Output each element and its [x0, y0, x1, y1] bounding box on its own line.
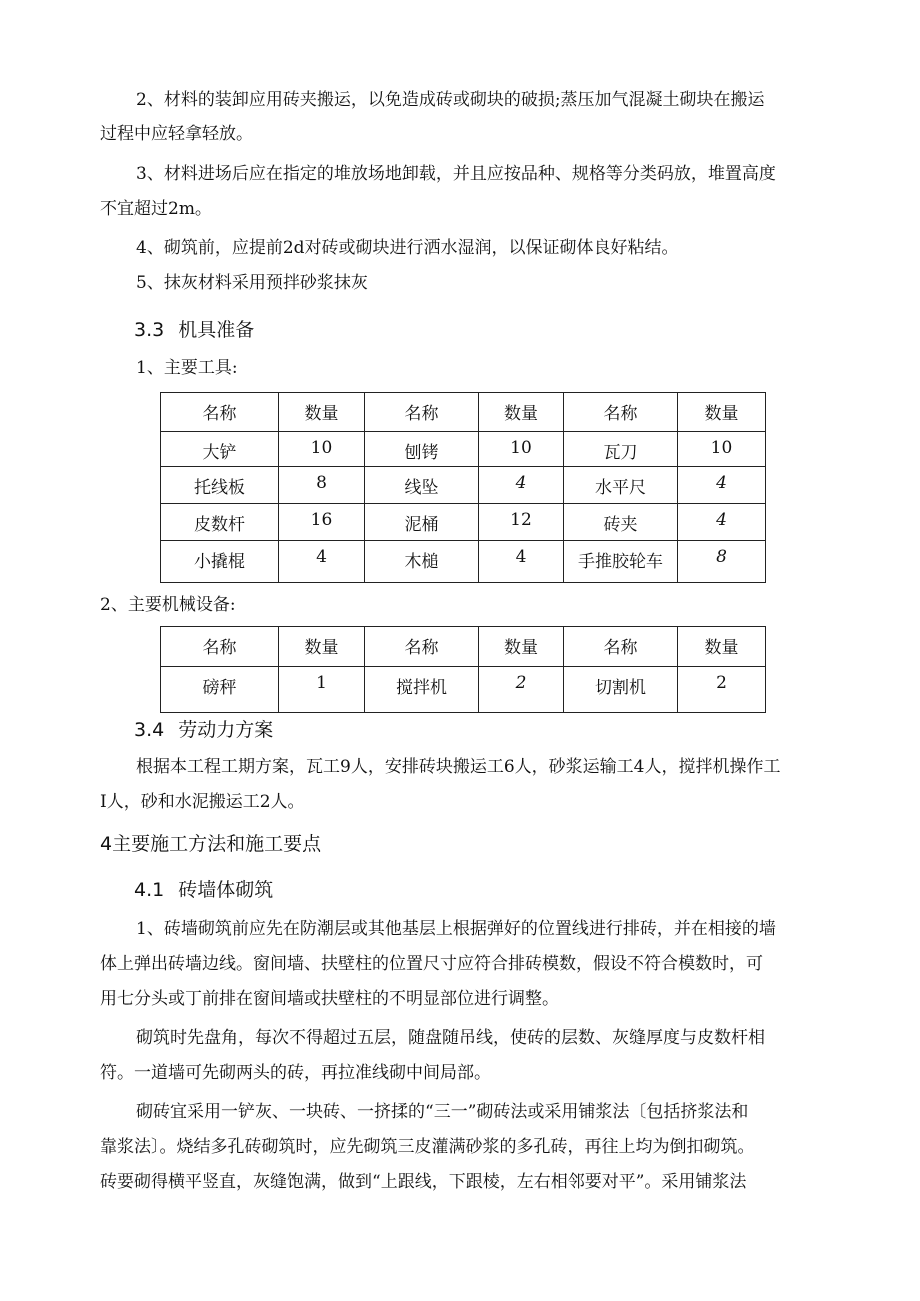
table-cell: 大铲 [161, 432, 279, 467]
masonry-p3-line-3: 砖要砌得横平竖直，灰缝饱满，做到“上跟线，下跟棱，左右相邻要对平”。采用铺浆法 [100, 1172, 747, 1192]
masonry-p2-line-1: 砌筑时先盘角，每次不得超过五层，随盘随吊线，使砖的层数、灰缝厚度与皮数杆相 [136, 1028, 765, 1048]
section-title: 机具准备 [178, 319, 255, 341]
table-cell: 12 [479, 504, 564, 541]
table-cell: 小撬棍 [161, 541, 279, 583]
section-4-1-heading [134, 878, 273, 902]
equipment-label: 2、主要机械设备: [100, 595, 236, 615]
header-cell: 名称 [161, 627, 279, 667]
table-cell: 16 [279, 504, 365, 541]
labor-paragraph-line-1: 根据本工程工期方案，瓦工9人，安排砖块搬运工6人，砂浆运输工4人，搅拌机操作工 [136, 757, 781, 777]
table-cell: 水平尺 [564, 467, 678, 504]
table-cell: 线坠 [365, 467, 479, 504]
table-cell: 10 [678, 432, 766, 467]
table-row [161, 541, 766, 583]
header-cell: 数量 [479, 627, 564, 667]
tools-label: 1、主要工具: [136, 358, 238, 378]
header-cell: 数量 [279, 627, 365, 667]
table-header-row [161, 393, 766, 432]
material-item-3-line-2: 不宜超过2m。 [100, 199, 212, 219]
table-cell: 8 [678, 541, 766, 583]
header-cell: 名称 [365, 627, 479, 667]
material-item-3-line-1: 3、材料进场后应在指定的堆放场地卸载，并且应按品种、规格等分类码放，堆置高度 [136, 164, 776, 184]
table-cell: 4 [678, 504, 766, 541]
table-cell: 搅拌机 [365, 667, 479, 713]
header-cell: 数量 [678, 627, 766, 667]
labor-paragraph-line-2: I人，砂和水泥搬运工2人。 [100, 792, 305, 812]
section-3-3-heading [134, 318, 254, 342]
table-cell: 泥桶 [365, 504, 479, 541]
table-cell: 10 [479, 432, 564, 467]
table-cell: 8 [279, 467, 365, 504]
table-cell: 托线板 [161, 467, 279, 504]
table-row [161, 432, 766, 467]
masonry-p1-line-2: 体上弹出砖墙边线。窗间墙、扶壁柱的位置尺寸应符合排砖模数，假设不符合模数时，可 [100, 954, 763, 974]
table-cell: 砖夹 [564, 504, 678, 541]
section-number: 4.1 [134, 879, 165, 901]
masonry-p1-line-1: 1、砖墙砌筑前应先在防潮层或其他基层上根据弹好的位置线进行排砖，并在相接的墙 [136, 919, 776, 939]
masonry-p3-line-2: 靠浆法〕。烧结多孔砖砌筑时，应先砌筑三皮灌满砂浆的多孔砖，再往上均为倒扣砌筑。 [100, 1137, 755, 1157]
header-cell: 名称 [564, 627, 678, 667]
section-title: 砖墙体砌筑 [178, 879, 274, 901]
header-cell: 数量 [279, 393, 365, 432]
equipment-table [160, 626, 766, 713]
table-row [161, 467, 766, 504]
section-3-4-heading [134, 718, 273, 742]
header-cell: 名称 [161, 393, 279, 432]
masonry-p3-line-1: 砌砖宜采用一铲灰、一块砖、一挤揉的“三一”砌砖法或采用铺浆法〔包括挤浆法和 [136, 1102, 749, 1122]
section-4-heading: 4主要施工方法和施工要点 [100, 833, 322, 855]
header-cell: 名称 [564, 393, 678, 432]
material-item-5: 5、抹灰材料采用预拌砂浆抹灰 [136, 273, 368, 293]
table-cell: 磅秤 [161, 667, 279, 713]
table-cell: 4 [479, 541, 564, 583]
table-cell: 刨铐 [365, 432, 479, 467]
table-header-row [161, 627, 766, 667]
material-item-4: 4、砌筑前，应提前2d对砖或砌块进行洒水湿润，以保证砌体良好粘结。 [136, 238, 679, 258]
table-cell: 4 [479, 467, 564, 504]
header-cell: 数量 [678, 393, 766, 432]
table-row [161, 667, 766, 713]
header-cell: 名称 [365, 393, 479, 432]
section-title: 劳动力方案 [178, 719, 274, 741]
header-cell: 数量 [479, 393, 564, 432]
table-cell: 切割机 [564, 667, 678, 713]
table-row [161, 504, 766, 541]
table-cell: 瓦刀 [564, 432, 678, 467]
section-number: 3.4 [134, 719, 165, 741]
table-cell: 2 [678, 667, 766, 713]
material-item-2-line-2: 过程中应轻拿轻放。 [100, 124, 253, 144]
section-number: 3.3 [134, 319, 165, 341]
table-cell: 1 [279, 667, 365, 713]
tools-table [160, 392, 766, 583]
table-cell: 手推胶轮车 [564, 541, 678, 583]
table-cell: 4 [678, 467, 766, 504]
masonry-p1-line-3: 用七分头或丁前排在窗间墙或扶壁柱的不明显部位进行调整。 [100, 989, 559, 1009]
table-cell: 木槌 [365, 541, 479, 583]
table-cell: 4 [279, 541, 365, 583]
masonry-p2-line-2: 符。一道墙可先砌两头的砖，再拉准线砌中间局部。 [100, 1063, 491, 1083]
table-cell: 10 [279, 432, 365, 467]
material-item-2-line-1: 2、材料的装卸应用砖夹搬运，以免造成砖或砌块的破损;蒸压加气混凝土砌块在搬运 [136, 90, 765, 110]
table-cell: 2 [479, 667, 564, 713]
table-cell: 皮数杆 [161, 504, 279, 541]
